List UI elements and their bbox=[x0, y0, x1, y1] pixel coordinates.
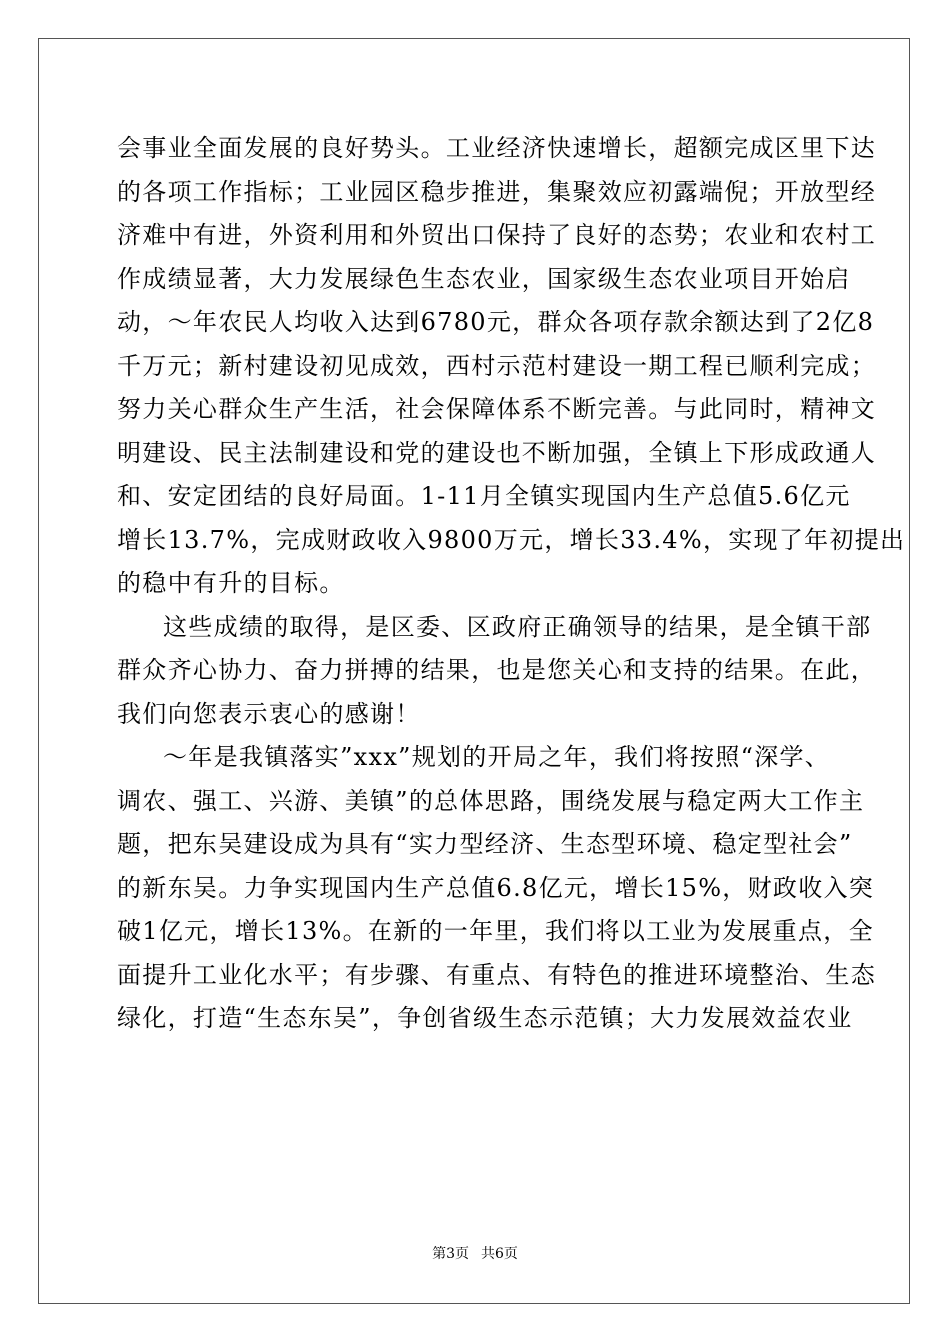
text-line: 的稳中有升的目标。 bbox=[117, 569, 345, 597]
paragraph bbox=[117, 606, 876, 737]
text-line: 破1亿元，增长13%。在新的一年里，我们将以工业为发展重点，全 bbox=[117, 917, 874, 945]
text-line: 增长13.7%，完成财政收入9800万元，增长33.4%，实现了年初提出 bbox=[117, 525, 906, 554]
text-line: 绿化，打造“生态东吴”，争创省级生态示范镇；大力发展效益农业 bbox=[117, 1004, 853, 1032]
text-line: 努力关心群众生产生活，社会保障体系不断完善。与此同时，精神文 bbox=[117, 395, 876, 423]
text-line: 调农、强工、兴游、美镇”的总体思路，围绕发展与稳定两大工作主 bbox=[117, 786, 865, 815]
text-line: ～年是我镇落实”xxx”规划的开局之年，我们将按照“深学、 bbox=[163, 743, 831, 771]
text-line: 作成绩显著，大力发展绿色生态农业，国家级生态农业项目开始启 bbox=[117, 264, 851, 293]
page-footer bbox=[0, 1245, 950, 1263]
document-body bbox=[117, 127, 906, 1041]
text-line: 的各项工作指标；工业园区稳步推进，集聚效应初露端倪；开放型经 bbox=[117, 177, 876, 206]
text-line: 济难中有进，外资利用和外贸出口保持了良好的态势；农业和农村工 bbox=[117, 221, 876, 249]
page-number-current: 第3页 bbox=[432, 1246, 469, 1262]
text-line: 这些成绩的取得，是区委、区政府正确领导的结果，是全镇干部 bbox=[163, 612, 872, 641]
text-line: 题，把东吴建设成为具有“实力型经济、生态型环境、稳定型社会” bbox=[117, 830, 853, 858]
text-line: 和、安定团结的良好局面。1-11月全镇实现国内生产总值5.6亿元 bbox=[117, 482, 851, 510]
text-line: 面提升工业化水平；有步骤、有重点、有特色的推进环境整治、生态 bbox=[117, 960, 876, 989]
text-line: 的新东吴。力争实现国内生产总值6.8亿元，增长15%，财政收入突 bbox=[117, 873, 875, 902]
text-line: 千万元；新村建设初见成效，西村示范村建设一期工程已顺利完成； bbox=[117, 351, 876, 380]
page-number-total: 共6页 bbox=[481, 1246, 518, 1262]
text-line: 我们向您表示衷心的感谢！ bbox=[117, 699, 421, 728]
text-line: 会事业全面发展的良好势头。工业经济快速增长，超额完成区里下达 bbox=[117, 134, 876, 162]
text-line: 明建设、民主法制建设和党的建设也不断加强，全镇上下形成政通人 bbox=[117, 438, 876, 467]
paragraph bbox=[117, 127, 906, 606]
paragraph bbox=[117, 736, 876, 1041]
text-line: 动，～年农民人均收入达到6780元，群众各项存款余额达到了2亿8 bbox=[117, 308, 875, 336]
text-line: 群众齐心协力、奋力拼搏的结果，也是您关心和支持的结果。在此， bbox=[117, 656, 876, 684]
